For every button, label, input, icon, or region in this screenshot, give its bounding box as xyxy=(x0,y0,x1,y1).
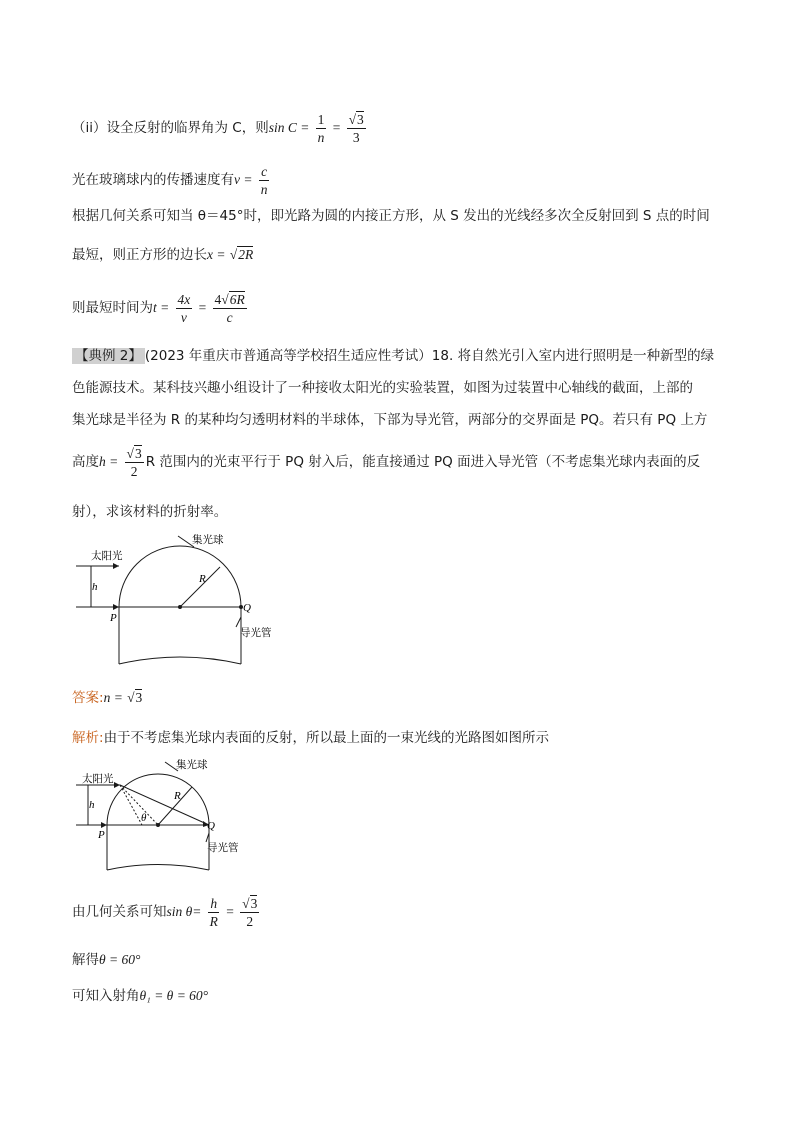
fraction-4root6R-over-c: $\frac{4√6R}{c}$ xyxy=(214,291,245,325)
fraction-4x-over-v xyxy=(176,291,193,326)
arrow-bottom-2 xyxy=(101,822,107,828)
answer-label: 答案: xyxy=(72,690,104,706)
example-line1-text: (2023 年重庆市普通高等学校招生适应性考试）18. 将自然光引入室内进行照明是一种新型的绿 xyxy=(144,348,715,364)
denominator-n: n xyxy=(317,129,325,145)
line-incident-angle-text: 可知入射角 xyxy=(72,988,140,1004)
label-P-2: P xyxy=(98,829,105,841)
numerator-c: c xyxy=(261,163,268,179)
pipe-bottom-2 xyxy=(107,865,209,871)
line-sin-theta: 由几何关系可知sin θ= $\frac{h}{R}$ = $\frac{√3}{2}$ xyxy=(72,895,258,929)
line-sin-theta-text: 由几何关系可知 xyxy=(72,904,167,920)
hemisphere-arc xyxy=(119,546,241,607)
vertical-dashed xyxy=(120,785,142,825)
denominator-R: R xyxy=(209,913,218,929)
fraction-root3-over-2b: $\frac{√3}{2}$ xyxy=(242,895,258,929)
center-dot-2 xyxy=(156,823,160,827)
line-shortest-time-text: 则最短时间为 xyxy=(72,300,153,316)
normal-dashed xyxy=(120,785,158,825)
root-3b: 3 xyxy=(134,445,142,461)
x-label: x = xyxy=(207,247,226,262)
label-Q-2: Q xyxy=(207,820,215,832)
example-line1 xyxy=(72,346,714,366)
answer-root: 3 xyxy=(135,690,143,705)
analysis-label: 解析: xyxy=(72,730,104,746)
denominator-2: 2 xyxy=(246,913,254,929)
label-R-2: R xyxy=(174,790,181,802)
line-speed-text: 光在玻璃球内的传播速度有 xyxy=(72,172,234,188)
arrow-bottom xyxy=(113,604,119,610)
line-solve xyxy=(72,950,140,970)
label-sun: 太阳光 xyxy=(91,550,123,562)
label-Q: Q xyxy=(243,602,251,614)
label-ball: 集光球 xyxy=(192,534,224,546)
fraction-root3-over-3: $\frac{√3}{3}$ xyxy=(348,111,364,145)
v-label: v = xyxy=(234,172,253,187)
label-sun-2: 太阳光 xyxy=(82,773,114,785)
numerator-h: h xyxy=(210,895,218,911)
figure-light-collector xyxy=(70,532,290,670)
label-h: h xyxy=(92,581,98,593)
pipe-bottom xyxy=(119,657,241,664)
para-geometry-line1: 根据几何关系可知当 θ＝45°时，即光路为圆的内接正方形，从 S 发出的光线经多次全反射回到 S 点的时间 xyxy=(72,208,710,224)
denominator-3: 3 xyxy=(352,129,360,145)
fraction-root3-over-2: $\frac{√3}{2}$ xyxy=(126,445,142,479)
label-pipe: 导光管 xyxy=(240,627,272,639)
example-line4-post: R 范围内的光束平行于 PQ 射入后，能直接通过 PQ 面进入导光管（不考虑集光球内表面的反 xyxy=(145,454,701,470)
label-theta: θ xyxy=(141,812,147,824)
root-6R: 6R xyxy=(229,291,245,307)
answer-line: 答案:n = √3 xyxy=(72,690,143,706)
root-3: 3 xyxy=(357,111,364,127)
para-geometry-line2-text: 最短，则正方形的边长 xyxy=(72,247,207,263)
line-critical-angle: （ii）设全反射的临界角为 C，则sin C = $\frac{1}{n}$ = $\frac{√3}{3}$ xyxy=(72,111,364,145)
example-line4-pre: 高度 xyxy=(72,454,99,470)
example-line2: 色能源技术。某科技兴趣小组设计了一种接收太阳光的实验装置，如图为过装置中心轴线的截面，上部的 xyxy=(72,380,693,396)
label-ball-2: 集光球 xyxy=(176,759,208,771)
denominator-v: v xyxy=(180,309,187,325)
line-solve-expr: θ = 60° xyxy=(99,952,141,967)
label-h-2: h xyxy=(89,799,95,811)
line-incident-angle xyxy=(72,986,208,1006)
sinC-label: sin C = xyxy=(268,120,310,135)
analysis-line xyxy=(72,728,549,748)
t-label: t = xyxy=(153,300,170,315)
answer-n: n = xyxy=(103,690,123,705)
example-tag: 【典例 2】 xyxy=(72,348,145,364)
hemisphere-arc-2 xyxy=(107,774,209,825)
arrow-top-2 xyxy=(114,782,120,788)
example-line4 xyxy=(72,442,700,482)
analysis-text: 由于不考虑集光球内表面的反射，所以最上面的一束光线的光路图如图所示 xyxy=(103,730,550,746)
line-shortest-time: 则最短时间为t = $\frac{4x}{v}$ = $\frac{4√6R}{c}$ xyxy=(72,291,245,325)
example-line3: 集光球是半径为 R 的某种均匀透明材料的半球体，下部为导光管，两部分的交界面是 PQ。若只有 PQ 上方 xyxy=(72,412,708,428)
numerator-4x: 4x xyxy=(177,291,191,307)
pipe-leader xyxy=(236,617,241,627)
arrow-top xyxy=(113,563,119,569)
line-speed xyxy=(72,162,272,198)
root-3c: 3 xyxy=(250,895,258,911)
line-solve-text: 解得 xyxy=(72,952,99,968)
line-incident-angle-expr: θ₁ = θ = 60° xyxy=(139,988,209,1003)
denominator-c: c xyxy=(226,309,233,325)
center-dot xyxy=(178,605,182,609)
label-P: P xyxy=(110,612,117,624)
h-label: h = xyxy=(99,454,119,469)
label-R: R xyxy=(199,573,206,585)
line-critical-angle-text: （ii）设全反射的临界角为 C，则 xyxy=(72,120,269,136)
example-line5: 射），求该材料的折射率。 xyxy=(72,504,228,520)
label-pipe-2: 导光管 xyxy=(207,842,239,854)
para-geometry-line2: 最短，则正方形的边长x = √2R xyxy=(72,247,254,263)
fraction-1-over-n: $\frac{1}{n}$ xyxy=(317,111,325,145)
denominator-n2: n xyxy=(260,181,268,197)
fraction-c-over-n xyxy=(259,163,270,198)
sqrt-2R: 2R xyxy=(238,247,254,262)
fraction-h-over-R xyxy=(208,895,220,930)
sin-theta-label: sin θ= xyxy=(166,904,202,919)
figure-light-path xyxy=(70,758,270,876)
